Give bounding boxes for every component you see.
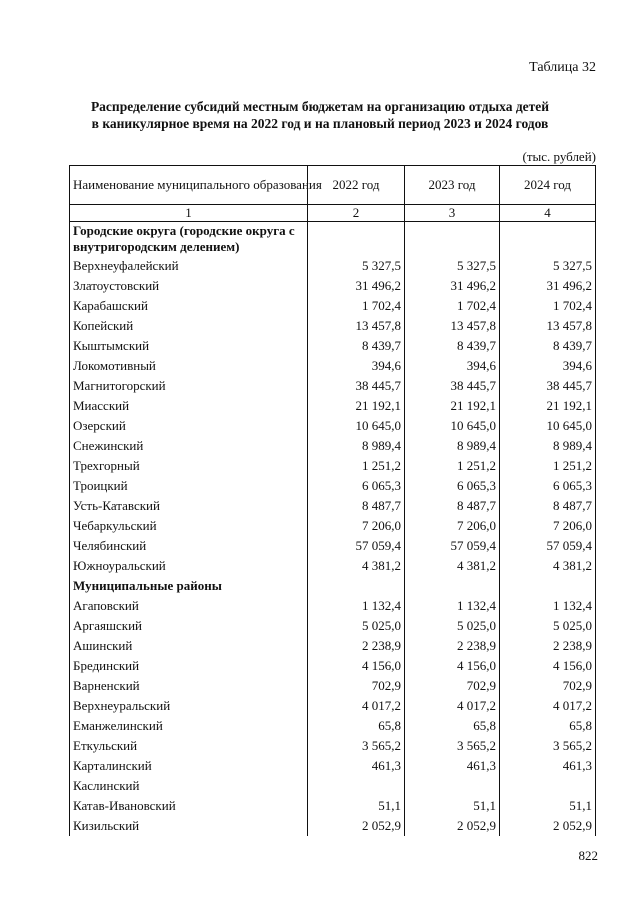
value-2023: 3 565,2 [405,736,500,756]
column-number: 4 [500,205,596,222]
section-row [70,222,596,257]
table-row [70,596,596,616]
municipality-name: Карталинский [70,756,308,776]
table-row [70,536,596,556]
value-2024: 10 645,0 [500,416,596,436]
value-2022: 5 025,0 [308,616,405,636]
table-row [70,716,596,736]
value-2022: 5 327,5 [308,256,405,276]
header-2022: 2022 год [308,166,405,205]
value-2024: 65,8 [500,716,596,736]
column-number: 3 [405,205,500,222]
municipality-name: Верхнеуфалейский [70,256,308,276]
table-row [70,356,596,376]
table-row [70,416,596,436]
column-number-row [70,205,596,222]
municipality-name: Копейский [70,316,308,336]
header-2023: 2023 год [405,166,500,205]
value-2022: 65,8 [308,716,405,736]
value-2022: 1 251,2 [308,456,405,476]
value-2024: 1 702,4 [500,296,596,316]
value-2022: 2 238,9 [308,636,405,656]
value-2022: 3 565,2 [308,736,405,756]
subsidy-table [69,165,596,836]
column-number: 1 [70,205,308,222]
value-2023: 4 017,2 [405,696,500,716]
table-row [70,696,596,716]
municipality-name: Озерский [70,416,308,436]
value-2023: 6 065,3 [405,476,500,496]
municipality-name: Снежинский [70,436,308,456]
municipality-name: Агаповский [70,596,308,616]
municipality-name: Каслинский [70,776,308,796]
table-row [70,556,596,576]
municipality-name: Локомотивный [70,356,308,376]
value-2024: 21 192,1 [500,396,596,416]
value-2022: 51,1 [308,796,405,816]
table-row [70,456,596,476]
table-header [70,166,596,222]
section-heading: Муниципальные районы [70,576,308,596]
municipality-name: Еманжелинский [70,716,308,736]
municipality-name: Верхнеуральский [70,696,308,716]
value-2023: 31 496,2 [405,276,500,296]
table-row [70,276,596,296]
value-2024: 1 251,2 [500,456,596,476]
value-2022 [308,776,405,796]
value-2024: 5 025,0 [500,616,596,636]
municipality-name: Варненский [70,676,308,696]
table-row [70,496,596,516]
title-line-1: Распределение субсидий местным бюджетам на организацию отдыха детей [90,99,550,114]
value-2024 [500,776,596,796]
title-line-2: в каникулярное время на 2022 год и на плановый период 2023 и 2024 годов [91,116,549,131]
municipality-name: Магнитогорский [70,376,308,396]
value-2023: 394,6 [405,356,500,376]
municipality-name: Катав-Ивановский [70,796,308,816]
table-row [70,796,596,816]
value-2024: 1 132,4 [500,596,596,616]
value-2022: 394,6 [308,356,405,376]
header-name: Наименование муниципального образования [70,166,308,205]
table-row [70,616,596,636]
table-row [70,476,596,496]
value-2023: 2 052,9 [405,816,500,836]
value-2022: 10 645,0 [308,416,405,436]
municipality-name: Еткульский [70,736,308,756]
municipality-name: Кизильский [70,816,308,836]
value-2022: 57 059,4 [308,536,405,556]
value-2022: 4 156,0 [308,656,405,676]
value-2024: 8 487,7 [500,496,596,516]
empty-cell [405,222,500,257]
value-2023: 7 206,0 [405,516,500,536]
value-2023: 51,1 [405,796,500,816]
municipality-name: Златоустовский [70,276,308,296]
value-2023: 5 327,5 [405,256,500,276]
table-row [70,396,596,416]
municipality-name: Миасский [70,396,308,416]
value-2024: 8 989,4 [500,436,596,456]
value-2023: 38 445,7 [405,376,500,396]
table-row [70,776,596,796]
value-2023: 65,8 [405,716,500,736]
value-2023: 10 645,0 [405,416,500,436]
value-2023 [405,776,500,796]
municipality-name: Троицкий [70,476,308,496]
value-2023: 8 989,4 [405,436,500,456]
table-label: Таблица 32 [529,60,596,75]
municipality-name: Карабашский [70,296,308,316]
empty-cell [308,576,405,596]
value-2022: 8 487,7 [308,496,405,516]
table-row [70,516,596,536]
table-row [70,756,596,776]
municipality-name: Трехгорный [70,456,308,476]
value-2023: 13 457,8 [405,316,500,336]
value-2024: 38 445,7 [500,376,596,396]
column-number: 2 [308,205,405,222]
units-label: (тыс. рублей) [522,149,596,164]
value-2023: 5 025,0 [405,616,500,636]
value-2022: 31 496,2 [308,276,405,296]
municipality-name: Кыштымский [70,336,308,356]
value-2024: 4 017,2 [500,696,596,716]
table-row [70,316,596,336]
value-2022: 702,9 [308,676,405,696]
value-2024: 7 206,0 [500,516,596,536]
municipality-name: Брединский [70,656,308,676]
value-2024: 2 238,9 [500,636,596,656]
value-2023: 461,3 [405,756,500,776]
municipality-name: Усть-Катавский [70,496,308,516]
value-2022: 1 132,4 [308,596,405,616]
value-2023: 4 156,0 [405,656,500,676]
value-2024: 4 381,2 [500,556,596,576]
document-title [0,98,640,132]
value-2023: 1 251,2 [405,456,500,476]
value-2022: 13 457,8 [308,316,405,336]
municipality-name: Чебаркульский [70,516,308,536]
value-2024: 51,1 [500,796,596,816]
value-2023: 1 132,4 [405,596,500,616]
table-row [70,656,596,676]
value-2024: 394,6 [500,356,596,376]
value-2022: 4 017,2 [308,696,405,716]
empty-cell [308,222,405,257]
table-row [70,636,596,656]
value-2023: 702,9 [405,676,500,696]
table-row [70,296,596,316]
value-2023: 21 192,1 [405,396,500,416]
value-2024: 6 065,3 [500,476,596,496]
value-2022: 1 702,4 [308,296,405,316]
value-2023: 4 381,2 [405,556,500,576]
municipality-name: Южноуральский [70,556,308,576]
table-row [70,376,596,396]
value-2022: 38 445,7 [308,376,405,396]
municipality-name: Челябинский [70,536,308,556]
value-2024: 461,3 [500,756,596,776]
value-2024: 4 156,0 [500,656,596,676]
header-row [70,166,596,205]
table-row [70,256,596,276]
value-2024: 31 496,2 [500,276,596,296]
value-2022: 4 381,2 [308,556,405,576]
municipality-name: Ашинский [70,636,308,656]
header-2024: 2024 год [500,166,596,205]
value-2023: 57 059,4 [405,536,500,556]
value-2022: 6 065,3 [308,476,405,496]
value-2024: 5 327,5 [500,256,596,276]
empty-cell [500,576,596,596]
value-2022: 8 439,7 [308,336,405,356]
table-body [70,222,596,837]
value-2023: 8 487,7 [405,496,500,516]
table-row [70,816,596,836]
value-2022: 2 052,9 [308,816,405,836]
value-2023: 8 439,7 [405,336,500,356]
value-2022: 21 192,1 [308,396,405,416]
section-heading: Городские округа (городские округа с внутригородским делением) [70,222,308,257]
value-2022: 8 989,4 [308,436,405,456]
table-row [70,436,596,456]
value-2023: 2 238,9 [405,636,500,656]
value-2024: 13 457,8 [500,316,596,336]
value-2024: 3 565,2 [500,736,596,756]
value-2024: 57 059,4 [500,536,596,556]
table-row [70,736,596,756]
municipality-name: Аргаяшский [70,616,308,636]
value-2022: 461,3 [308,756,405,776]
page-number: 822 [578,848,598,863]
value-2024: 702,9 [500,676,596,696]
value-2023: 1 702,4 [405,296,500,316]
section-row [70,576,596,596]
value-2024: 8 439,7 [500,336,596,356]
table-row [70,676,596,696]
empty-cell [500,222,596,257]
value-2022: 7 206,0 [308,516,405,536]
table-row [70,336,596,356]
empty-cell [405,576,500,596]
value-2024: 2 052,9 [500,816,596,836]
